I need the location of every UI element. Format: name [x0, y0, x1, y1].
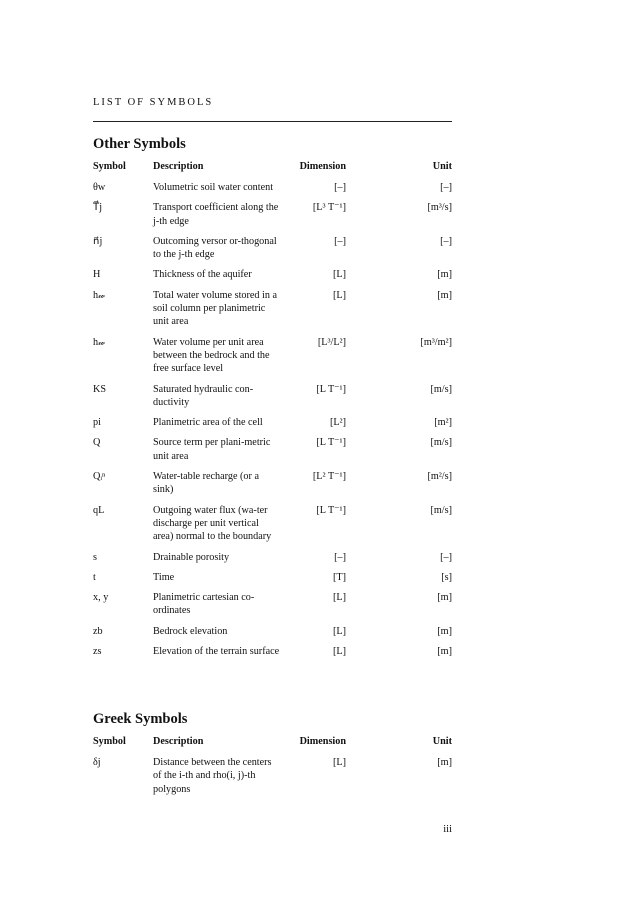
description-cell: Water volume per unit area between the bedrock and the free surface level	[153, 336, 270, 375]
unit-cell: [–]	[440, 235, 452, 247]
column-header-description: Description	[153, 736, 204, 747]
unit-cell: [m/s]	[430, 504, 452, 516]
column-header-symbol: Symbol	[93, 161, 126, 172]
unit-cell: [m²/s]	[427, 471, 452, 483]
symbol-cell: zb	[93, 625, 103, 637]
dimension-cell: [L T⁻¹]	[316, 383, 346, 395]
dimension-cell: [L³/L²]	[317, 336, 346, 348]
dimension-cell: [L]	[332, 592, 346, 604]
symbol-cell: δj	[93, 757, 101, 768]
symbol-cell: pi	[93, 417, 101, 429]
description-cell: Elevation of the terrain surface	[153, 646, 280, 658]
description-cell: Bedrock elevation	[153, 625, 228, 637]
table-header-row	[93, 735, 452, 748]
description-cell: Distance between the centers of the i-th and rho(i, j)-th polygons	[153, 757, 272, 795]
description-cell: Source term per plani-metric unit area	[153, 437, 271, 462]
column-header-description: Description	[153, 161, 204, 172]
description-cell: Outcoming versor or-thogonal to the j-th edge	[153, 235, 277, 261]
header-rule	[93, 121, 452, 122]
symbol-row	[93, 416, 452, 429]
symbol-cell: KS	[93, 383, 107, 395]
symbol-row	[93, 336, 452, 376]
unit-cell: [m]	[437, 625, 452, 637]
description-cell: Planimetric area of the cell	[153, 417, 263, 429]
unit-cell: [m³/s]	[427, 202, 452, 214]
dimension-cell: [L T⁻¹]	[316, 504, 346, 516]
dimension-cell: [L]	[332, 269, 346, 281]
symbol-row	[93, 625, 452, 638]
column-header-unit: Unit	[432, 736, 452, 747]
dimension-cell: [L]	[332, 757, 346, 768]
unit-cell: [m²]	[434, 417, 452, 429]
description-cell: Water-table recharge (or a sink)	[153, 471, 259, 496]
symbol-row	[93, 571, 452, 584]
symbol-row	[93, 470, 452, 497]
dimension-cell: [L³ T⁻¹]	[312, 202, 346, 214]
symbol-cell: s	[93, 551, 97, 563]
symbol-cell: h𝓌	[93, 336, 106, 348]
symbol-cell: H	[93, 269, 101, 281]
description-cell: Drainable porosity	[153, 551, 230, 563]
dimension-cell: [L]	[332, 646, 346, 658]
dimension-cell: [–]	[334, 182, 346, 193]
symbol-cell: n⃗j	[93, 235, 103, 247]
symbol-cell: t	[93, 571, 96, 583]
symbol-row	[93, 645, 452, 658]
symbol-row	[93, 436, 452, 463]
symbol-row	[93, 551, 452, 564]
other-symbols-section	[93, 134, 452, 665]
column-header-dimension: Dimension	[299, 736, 346, 747]
dimension-cell: [L]	[332, 289, 346, 301]
symbol-row	[93, 181, 452, 194]
unit-cell: [m]	[437, 592, 452, 604]
unit-cell: [–]	[440, 182, 452, 193]
unit-cell: [m]	[437, 289, 452, 301]
unit-cell: [m/s]	[430, 437, 452, 449]
symbol-cell: qL	[93, 504, 105, 516]
unit-cell: [m]	[437, 269, 452, 281]
table-header-row	[93, 160, 452, 173]
page-number: iii	[443, 824, 452, 835]
symbol-row	[93, 289, 452, 329]
symbol-row	[93, 268, 452, 281]
description-cell: Volumetric soil water content	[153, 182, 274, 193]
unit-cell: [m]	[437, 757, 452, 768]
unit-cell: [m³/m²]	[420, 336, 452, 348]
description-cell: Time	[153, 571, 175, 583]
symbol-row	[93, 383, 452, 410]
dimension-cell: [–]	[334, 551, 346, 563]
dimension-cell: [L T⁻¹]	[316, 437, 346, 449]
dimension-cell: [T]	[332, 571, 346, 583]
description-cell: Thickness of the aquifer	[153, 269, 252, 281]
dimension-cell: [L² T⁻¹]	[312, 471, 346, 483]
unit-cell: [m]	[437, 646, 452, 658]
description-cell: Planimetric cartesian co-ordinates	[153, 592, 255, 617]
dimension-cell: [L²]	[329, 417, 346, 429]
greek-symbols-section	[93, 709, 452, 803]
section-title-other-symbols: Other Symbols	[93, 136, 186, 152]
column-header-dimension: Dimension	[299, 161, 346, 172]
symbol-cell: x, y	[93, 592, 109, 604]
symbol-cell: h𝓌	[93, 289, 106, 301]
symbol-cell: θw	[93, 182, 106, 193]
symbol-cell: zs	[93, 646, 102, 658]
column-header-unit: Unit	[432, 161, 452, 172]
section-title-greek-symbols: Greek Symbols	[93, 711, 188, 727]
description-cell: Transport coefficient along the j-th edge	[153, 202, 279, 227]
unit-cell: [s]	[441, 571, 452, 583]
symbol-row	[93, 201, 452, 228]
symbol-cell: Qᵢⁿ	[93, 471, 106, 483]
symbol-cell: T⃗j	[93, 202, 103, 214]
dimension-cell: [L]	[332, 625, 346, 637]
running-head: LIST OF SYMBOLS	[93, 97, 214, 108]
description-cell: Saturated hydraulic con-ductivity	[153, 383, 254, 408]
symbol-row	[93, 504, 452, 544]
unit-cell: [m/s]	[430, 383, 452, 395]
symbol-cell: Q	[93, 437, 101, 449]
unit-cell: [–]	[440, 551, 452, 563]
symbol-row	[93, 235, 452, 262]
symbol-row	[93, 591, 452, 618]
description-cell: Total water volume stored in a soil column per planimetric unit area	[153, 289, 278, 328]
symbol-row	[93, 756, 452, 796]
description-cell: Outgoing water flux (wa-ter discharge per unit vertical area) normal to the boundary	[153, 504, 272, 543]
dimension-cell: [–]	[334, 235, 346, 247]
column-header-symbol: Symbol	[93, 736, 126, 747]
